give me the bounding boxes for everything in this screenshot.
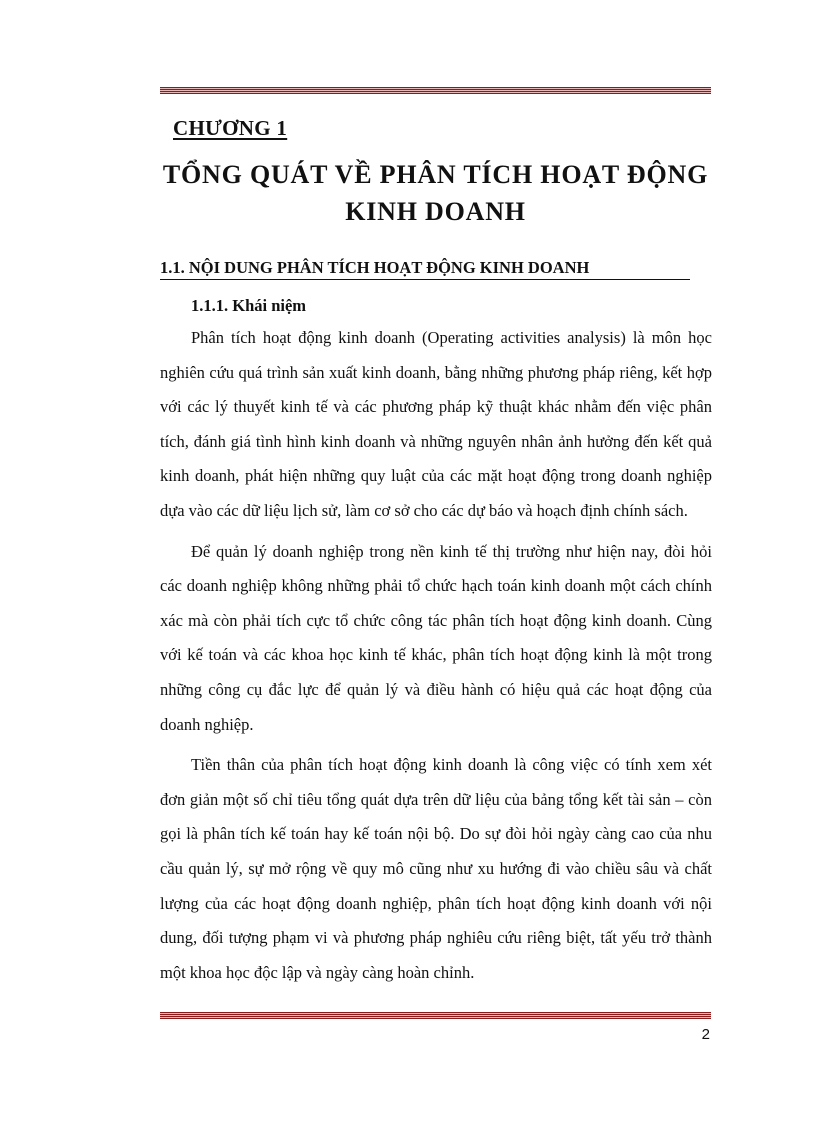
paragraph: Tiền thân của phân tích hoạt động kinh doanh là công việc có tính xem xét đơn giản một số chỉ tiêu tổng quát dựa trên dữ liệu của bảng tổng kết tài sản – còn gọi là phân tích kế toán hay kế toán nội bộ. Do sự đòi hỏi ngày càng cao của nhu cầu quản lý, sự mở rộng về quy mô cũng như xu hướng đi vào chiều sâu và chất lượng của các hoạt động doanh nghiệp, phân tích hoạt động kinh doanh với nội dung, đối tượng phạm vi và phương pháp nghiêu cứu riêng biệt, tất yếu trở thành một khoa học độc lập và ngày càng hoàn chỉnh.: [160, 755, 712, 982]
chapter-title-line: TỔNG QUÁT VỀ PHÂN TÍCH HOẠT ĐỘNG: [162, 160, 709, 189]
chapter-label: CHƯƠNG 1: [173, 116, 288, 140]
header-rule: [160, 87, 711, 94]
footer-rule: [160, 1012, 711, 1019]
body-text: [160, 321, 712, 996]
subsection-heading: 1.1.1. Khái niệm: [191, 296, 307, 315]
chapter-title: [160, 156, 711, 230]
paragraph: Phân tích hoạt động kinh doanh (Operating activities analysis) là môn học nghiên cứu quá trình sản xuất kinh doanh, bằng những phương pháp riêng, kết hợp với các lý thuyết kinh tế và các phương pháp kỹ thuật khác nhằm đến việc phân tích, đánh giá tình hình kinh doanh và những nguyên nhân ảnh hưởng đến kết quả kinh doanh, phát hiện những quy luật của các mặt hoạt động trong doanh nghiệp dựa vào các dữ liệu lịch sử, làm cơ sở cho các dự báo và hoạch định chính sách.: [160, 328, 712, 520]
chapter-title-line: KINH DOANH: [345, 197, 526, 226]
page-number: 2: [701, 1026, 710, 1043]
section-heading: 1.1. NỘI DUNG PHÂN TÍCH HOẠT ĐỘNG KINH DOANH: [160, 258, 690, 280]
paragraph: Để quản lý doanh nghiệp trong nền kinh tế thị trường như hiện nay, đòi hỏi các doanh nghiệp không những phải tổ chức hạch toán kinh doanh một cách chính xác mà còn phải tích cực tổ chức công tác phân tích hoạt động kinh doanh. Cùng với kế toán và các khoa học kinh tế khác, phân tích hoạt động kinh là một trong những công cụ đắc lực để quản lý và điều hành có hiệu quả các hoạt động của doanh nghiệp.: [160, 541, 712, 734]
